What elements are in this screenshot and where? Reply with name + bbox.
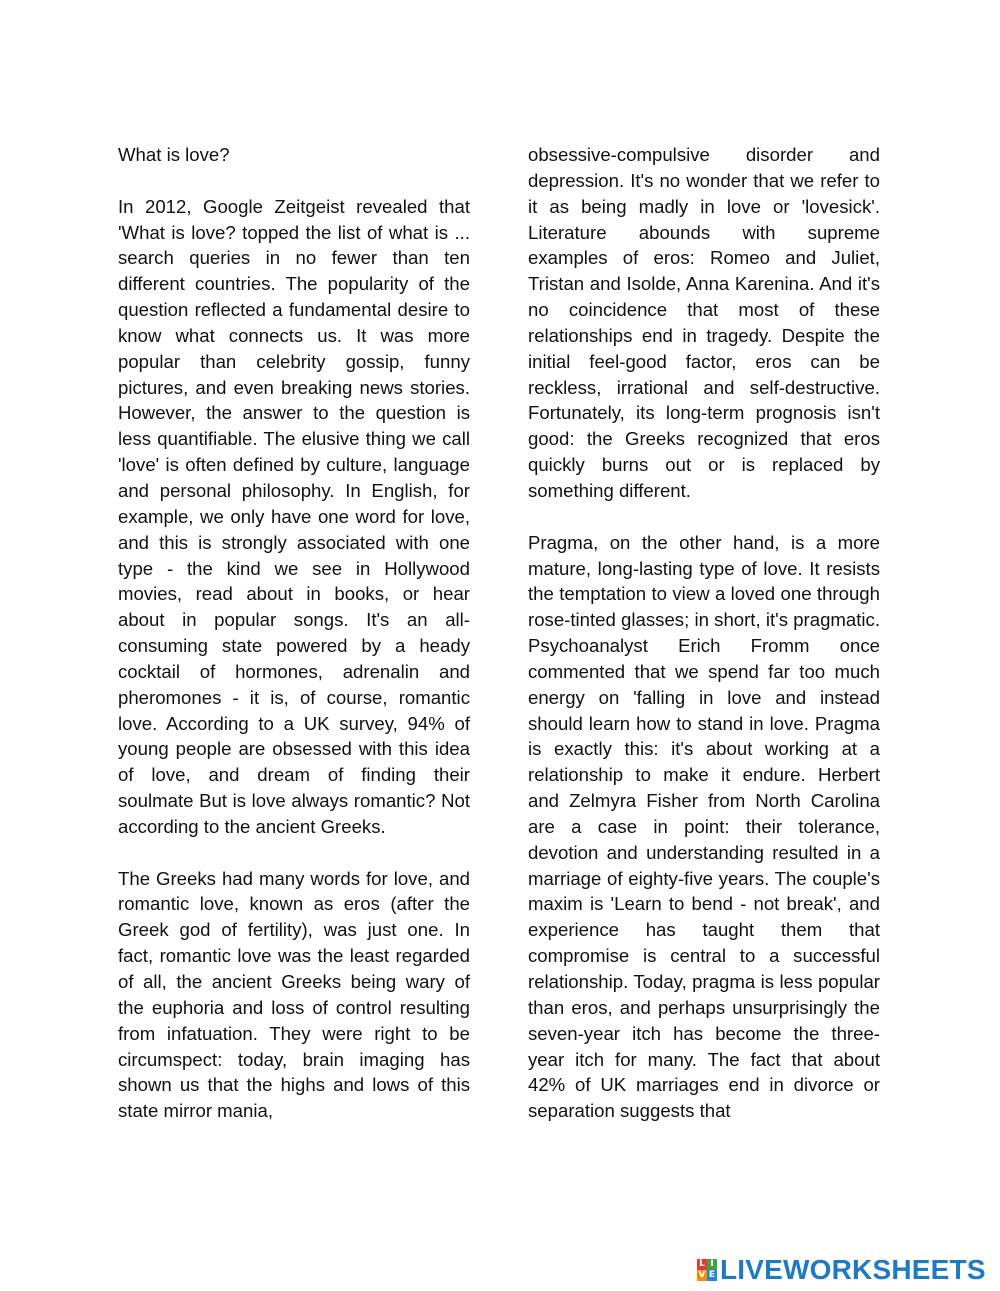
logo-letter-e: E: [708, 1270, 716, 1280]
liveworksheets-logo: [697, 1256, 986, 1284]
logo-letter-l: L: [697, 1259, 707, 1270]
left-paragraph-1: In 2012, Google Zeitgeist revealed that 'What is love? topped the list of what is ... search queries in no fewer than ten different countries. The popularity of the question reflected a fundamental desire to know what connects us. It was more popular than celebrity gossip, funny pictures, and even breaking news stories. However, the answer to the question is less quantifiable. The elusive thing we call 'love' is often defined by culture, language and personal philosophy. In English, for example, we only have one word for love, and this is strongly associated with one type - the kind we see in Hollywood movies, read about in books, or hear about in popular songs. It's an all-consuming state powered by a heady cocktail of hormones, adrenalin and pheromones - it is, of course, romantic love. According to a UK survey, 94% of young people are obsessed with this idea of love, and dream of finding their soulmate But is love always romantic? Not according to the ancient Greeks.: [118, 195, 470, 837]
logo-letter-i: I: [707, 1259, 717, 1270]
right-column: [528, 142, 880, 1124]
left-column: [118, 142, 470, 1124]
liveworksheets-logo-icon: [697, 1259, 717, 1281]
left-paragraph-2: The Greeks had many words for love, and romantic love, known as eros (after the Greek god of fertility), was just one. In fact, romantic love was the least regarded of all, the ancient Greeks being wary of the euphoria and loss of control resulting from infatuation. They were right to be circumspect: today, brain imaging has shown us that the highs and lows of this state mirror mania,: [118, 867, 470, 1122]
logo-letter-v: V: [698, 1270, 706, 1280]
right-paragraph-2: Pragma, on the other hand, is a more mature, long-lasting type of love. It resists the temptation to view a loved one through rose-tinted glasses; in short, it's pragmatic. Psychoanalyst Erich Fromm once commented that we spend far too much energy on 'falling in love and instead should learn how to stand in love. Pragma is exactly this: it's about working at a relationship to make it endure. Herbert and Zelmyra Fisher from North Carolina are a case in point: their tolerance, devotion and understanding resulted in a marriage of eighty-five years. The couple's maxim is 'Learn to bend - not break', and experience has taught them that compromise is central to a successful relationship. Today, pragma is less popular than eros, and perhaps unsurprisingly the seven-year itch has become the three-year itch for many. The fact that about 42% of UK marriages end in divorce or separation suggests that: [528, 531, 880, 1122]
article-title: What is love?: [118, 144, 230, 165]
logo-wordmark: LIVEWORKSHEETS: [720, 1254, 986, 1285]
right-paragraph-1: obsessive-compulsive disorder and depression. It's no wonder that we refer to it as being madly in love or 'lovesick'. Literature abounds with supreme examples of eros: Romeo and Juliet, Tristan and Isolde, Anna Karenina. And it's no coincidence that most of these relationships end in tragedy. Despite the initial feel-good factor, eros can be reckless, irrational and self-destructive. Fortunately, its long-term prognosis isn't good: the Greeks recognized that eros quickly burns out or is replaced by something different.: [528, 144, 880, 501]
